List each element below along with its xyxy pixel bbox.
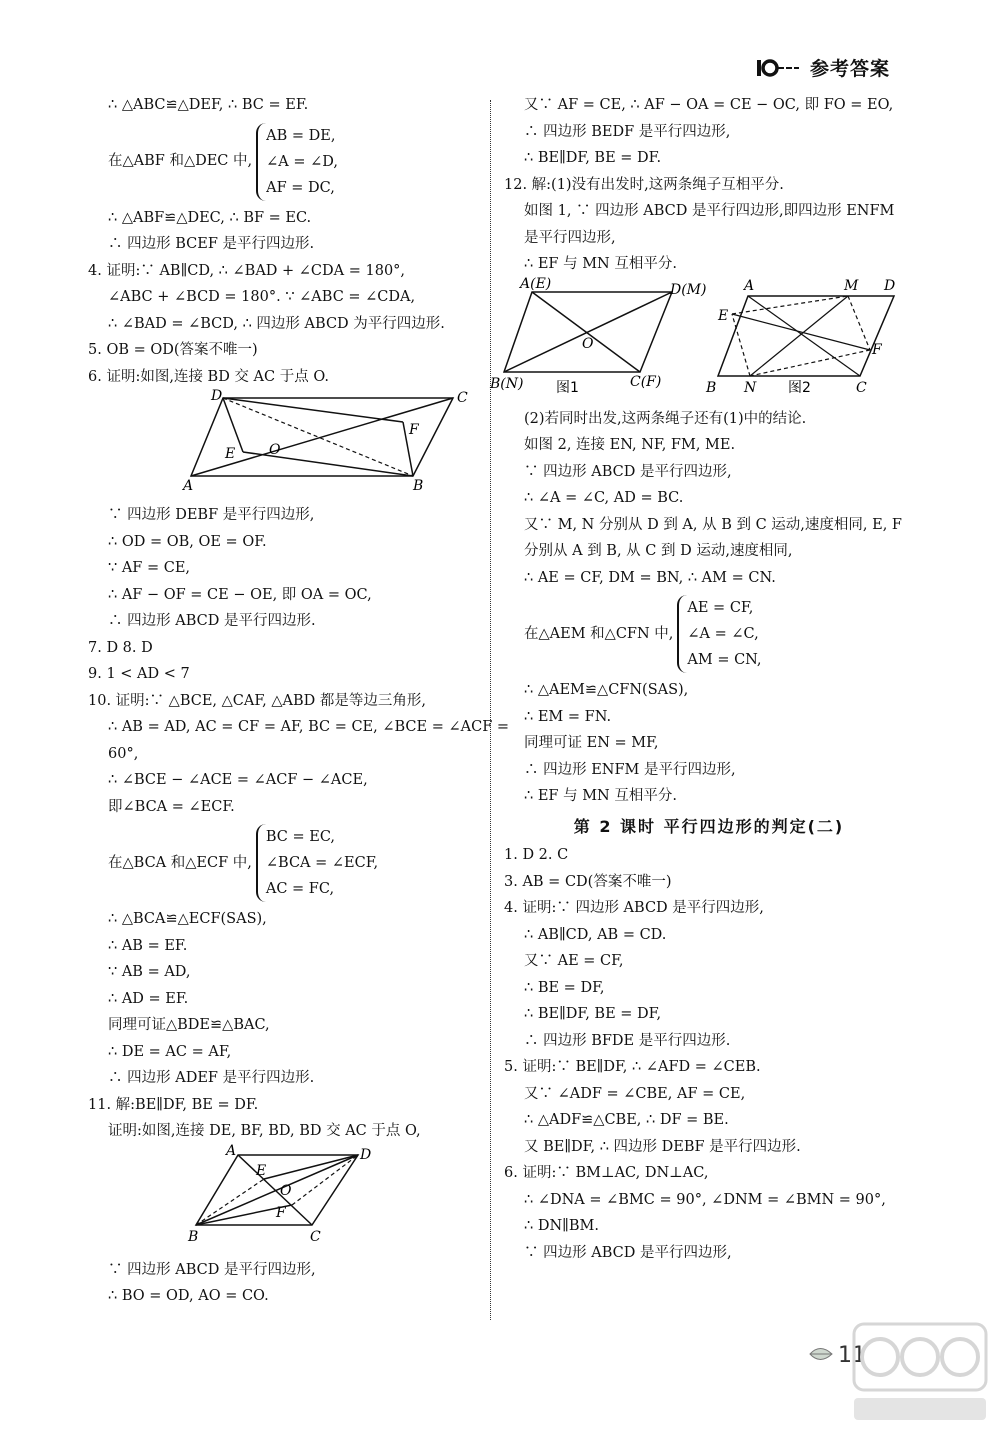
book-logo-icon xyxy=(756,57,800,79)
label-O: O xyxy=(280,1182,292,1199)
text-line: 证明:如图,连接 DE, BF, BD, BD 交 AC 于点 O, xyxy=(108,1123,421,1139)
text-line: 即∠BCA = ∠ECF. xyxy=(108,798,235,815)
system-lead: 在△BCA 和△ECF 中, xyxy=(108,854,252,871)
figure-1-caption: 图1 xyxy=(556,379,579,396)
page-number-text: 11 xyxy=(838,1343,866,1368)
system-row: AB = DE, xyxy=(266,127,336,144)
text-line: 又∵ AF = CE, ∴ AF − OA = CE − OC, 即 FO = EO, xyxy=(524,97,894,113)
text-line: ∴ BE∥DF, BE = DF. xyxy=(524,150,662,166)
label-AE: A(E) xyxy=(520,275,552,292)
answer-4: 4. 证明:∵ 四边形 ABCD 是平行四边形, xyxy=(504,900,764,916)
answer-3: 3. AB = CD(答案不唯一) xyxy=(504,873,672,890)
equation-system xyxy=(504,595,914,673)
question-10: 10. 证明:∵ △BCE, △CAF, △ABD 都是等边三角形, xyxy=(88,692,426,709)
text-line: ∵ 四边形 ABCD 是平行四边形, xyxy=(524,463,732,480)
label-D: D xyxy=(360,1146,372,1163)
text-line: 又∵ M, N 分别从 D 到 A, 从 B 到 C 运动,速度相同, E, F xyxy=(524,516,902,533)
label-B: B xyxy=(413,478,424,494)
parallelogram-diagram xyxy=(183,390,483,502)
header-title: 参考答案 xyxy=(809,58,890,80)
text-line: ∴ △ADF≌△CBE, ∴ DF = BE. xyxy=(524,1112,729,1128)
label-F: F xyxy=(872,341,882,358)
brace-group xyxy=(677,595,761,673)
text-line: 又∵ ∠ADF = ∠CBE, AF = CE, xyxy=(524,1085,746,1102)
label-C: C xyxy=(457,390,468,406)
text-line: ∴ △ABF≌△DEC, ∴ BF = EC. xyxy=(108,209,312,226)
system-row: BC = EC, xyxy=(265,829,336,845)
system-row: AC = FC, xyxy=(265,881,335,897)
text-line: ∴ 四边形 ADEF 是平行四边形. xyxy=(108,1070,315,1086)
brace-group xyxy=(256,123,338,201)
text-line: ∴ ∠DNA = ∠BMC = 90°, ∠DNM = ∠BMN = 90°, xyxy=(524,1191,886,1208)
system-lead: 在△ABF 和△DEC 中, xyxy=(108,153,253,170)
text-line: ∵ 四边形 DEBF 是平行四边形, xyxy=(108,507,315,523)
equation-system xyxy=(88,824,473,902)
label-E: E xyxy=(718,307,729,324)
system-row: ∠A = ∠C, xyxy=(687,626,759,642)
label-O: O xyxy=(582,335,594,352)
question-9: 9. 1 < AD < 7 xyxy=(88,666,190,682)
answer-6: 6. 证明:∵ BM⊥AC, DN⊥AC, xyxy=(504,1165,709,1181)
text-line: ∴ BE∥DF, BE = DF, xyxy=(524,1006,662,1022)
text-line: ∴ 四边形 ENFM 是平行四边形, xyxy=(524,761,736,778)
figure-q12 xyxy=(490,275,914,406)
label-B: B xyxy=(188,1228,199,1245)
figure-1-diagram xyxy=(490,275,707,406)
figure-q6 xyxy=(88,390,473,502)
label-D: D xyxy=(211,388,223,404)
text-line: ∴ DN∥BM. xyxy=(524,1218,599,1234)
page-header xyxy=(756,54,890,81)
label-E: E xyxy=(225,446,236,462)
text-line: 分别从 A 到 B, 从 C 到 D 运动,速度相同, xyxy=(524,543,793,559)
text-line: ∵ 四边形 ABCD 是平行四边形, xyxy=(108,1261,316,1278)
text-line: ∴ △AEM≌△CFN(SAS), xyxy=(524,682,689,698)
question-4: 4. 证明:∵ AB∥CD, ∴ ∠BAD + ∠CDA = 180°, xyxy=(88,262,406,279)
text-line: ∴ AD = EF. xyxy=(108,990,189,1007)
text-line: ∴ ∠BCE − ∠ACE = ∠ACF − ∠ACE, xyxy=(108,772,368,788)
question-6: 6. 证明:如图,连接 BD 交 AC 于点 O. xyxy=(88,368,329,385)
question-7-8: 7. D 8. D xyxy=(88,639,153,656)
text-line: ∴ 四边形 ABCD 是平行四边形. xyxy=(108,613,316,629)
label-A: A xyxy=(744,277,755,294)
text-line: ∴ AB = EF. xyxy=(108,937,188,954)
text-line: ∠ABC + ∠BCD = 180°. ∵ ∠ABC = ∠CDA, xyxy=(108,289,416,305)
label-C: C xyxy=(856,379,867,396)
text-line: ∴ ∠A = ∠C, AD = BC. xyxy=(524,490,684,506)
label-DM: D(M) xyxy=(670,281,707,298)
text-line: 同理可证△BDE≌△BAC, xyxy=(108,1017,270,1033)
system-row: AM = CN, xyxy=(687,652,762,668)
label-O: O xyxy=(269,442,281,458)
label-C: C xyxy=(310,1228,321,1245)
text-line: ∴ △ABC≌△DEF, ∴ BC = EF. xyxy=(108,97,309,113)
label-CF: C(F) xyxy=(630,373,662,390)
text-line: ∴ BO = OD, AO = CO. xyxy=(108,1288,269,1304)
brace-group xyxy=(256,824,378,902)
text-line: 又 BE∥DF, ∴ 四边形 DEBF 是平行四边形. xyxy=(524,1138,801,1155)
label-M: M xyxy=(844,277,859,294)
parallelogram-diagram xyxy=(188,1142,388,1257)
figure-2-diagram xyxy=(706,277,910,406)
figure-q11 xyxy=(88,1142,473,1257)
text-line: 60°, xyxy=(108,745,139,762)
text-line: ∴ EF 与 MN 互相平分. xyxy=(524,256,677,272)
text-line: 如图 1, ∵ 四边形 ABCD 是平行四边形,即四边形 ENFM xyxy=(524,203,895,219)
system-row: ∠BCA = ∠ECF, xyxy=(265,855,379,871)
text-line: ∴ EM = FN. xyxy=(524,708,612,725)
text-line: ∴ BE = DF, xyxy=(524,979,605,996)
text-line: ∴ AE = CF, DM = BN, ∴ AM = CN. xyxy=(524,569,776,586)
answer-5: 5. 证明:∵ BE∥DF, ∴ ∠AFD = ∠CEB. xyxy=(504,1059,761,1075)
label-B: B xyxy=(706,379,717,396)
text-line: ∴ 四边形 BEDF 是平行四边形, xyxy=(524,123,731,140)
answers-1-2: 1. D 2. C xyxy=(504,847,569,863)
system-row: ∠A = ∠D, xyxy=(266,153,338,170)
text-line: ∴ EF 与 MN 互相平分. xyxy=(524,788,677,804)
label-E: E xyxy=(256,1162,267,1179)
label-BN: B(N) xyxy=(490,375,524,392)
label-A: A xyxy=(183,478,194,494)
text-line: ∴ ∠BAD = ∠BCD, ∴ 四边形 ABCD 为平行四边形. xyxy=(108,315,445,332)
label-F: F xyxy=(276,1204,286,1221)
text-line: ∴ OD = OB, OE = OF. xyxy=(108,533,267,550)
label-F: F xyxy=(409,422,419,438)
text-line: ∵ AB = AD, xyxy=(108,964,191,980)
system-row: AE = CF, xyxy=(687,600,754,616)
text-line: ∴ 四边形 BFDE 是平行四边形. xyxy=(524,1032,731,1049)
text-line: ∴ 四边形 BCEF 是平行四边形. xyxy=(108,236,315,252)
figure-2-caption: 图2 xyxy=(788,379,811,396)
text-line: 是平行四边形, xyxy=(524,229,616,246)
text-line: ∴ AB∥CD, AB = CD. xyxy=(524,926,667,943)
question-5: 5. OB = OD(答案不唯一) xyxy=(88,342,258,358)
text-line: ∴ DE = AC = AF, xyxy=(108,1043,232,1060)
right-column xyxy=(490,92,914,1266)
text-line: ∴ △BCA≌△ECF(SAS), xyxy=(108,911,267,927)
system-row: AF = DC, xyxy=(266,179,335,196)
label-N: N xyxy=(744,379,757,396)
question-11: 11. 解:BE∥DF, BE = DF. xyxy=(88,1096,259,1113)
section-title: 第 2 课时 平行四边形的判定(二) xyxy=(573,816,845,836)
text-line: 又∵ AE = CF, xyxy=(524,953,624,969)
leaf-ornament-icon xyxy=(808,1345,834,1367)
watermark-logo xyxy=(850,1318,990,1432)
text-line: ∴ AF − OF = CE − OE, 即 OA = OC, xyxy=(108,586,372,603)
text-line: ∵ AF = CE, xyxy=(108,560,191,576)
equation-system xyxy=(88,123,473,201)
text-line: ∵ 四边形 ABCD 是平行四边形, xyxy=(524,1244,732,1261)
text-line: ∴ AB = AD, AC = CF = AF, BC = CE, ∠BCE = ∠ACF = xyxy=(108,719,510,735)
label-A: A xyxy=(226,1142,237,1159)
system-lead: 在△AEM 和△CFN 中, xyxy=(524,625,674,642)
text-line: (2)若同时出发,这两条绳子还有(1)中的结论. xyxy=(524,410,807,427)
question-12: 12. 解:(1)没有出发时,这两条绳子互相平分. xyxy=(504,176,784,193)
text-line: 同理可证 EN = MF, xyxy=(524,735,659,751)
text-line: 如图 2, 连接 EN, NF, FM, ME. xyxy=(524,437,736,453)
label-D: D xyxy=(884,277,896,294)
